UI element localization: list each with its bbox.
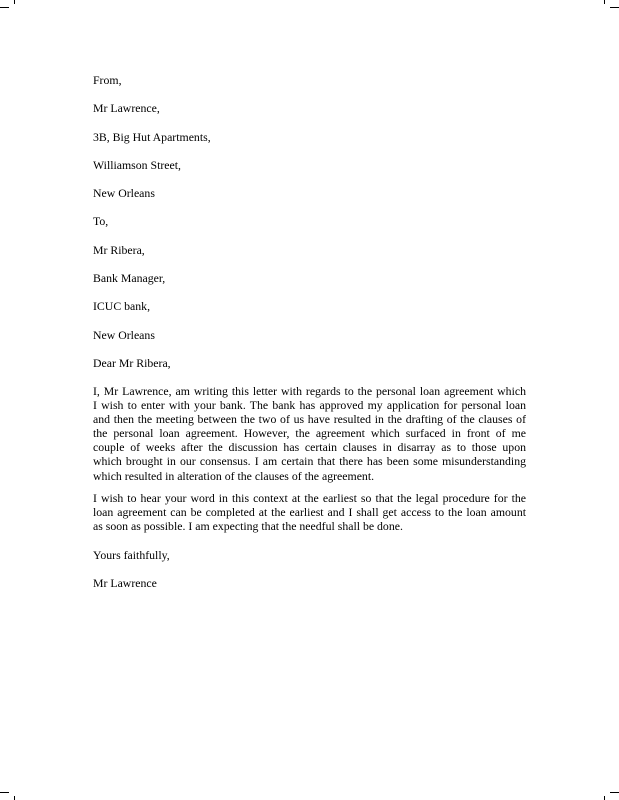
- body-paragraph-1-line: I wish to enter with your bank. The bank has approved my application for personal loan: [93, 398, 526, 413]
- body-paragraph-1: [93, 384, 526, 483]
- crop-mark-top-right-v: [604, 0, 605, 4]
- body-paragraph-2: [93, 491, 526, 533]
- body-paragraph-1-line: couple of weeks after the discussion has certain clauses in disarray as to those upon: [93, 440, 526, 455]
- body-paragraph-1-line: I, Mr Lawrence, am writing this letter with regards to the personal loan agreement which: [93, 384, 526, 398]
- body-paragraph-1-line: and then the meeting between the two of us have resulted in the drafting of the clauses of: [93, 412, 526, 427]
- crop-mark-top-right-h: [610, 7, 619, 8]
- sender-city: New Orleans: [93, 186, 155, 200]
- sender-address-line-2: Williamson Street,: [93, 158, 181, 172]
- body-paragraph-1-line: which resulted in alteration of the clauses of the agreement.: [93, 468, 375, 483]
- crop-mark-bottom-left-h: [0, 792, 9, 793]
- body-paragraph-1-line: the personal loan agreement. However, the agreement which surfaced in front of me: [93, 426, 526, 441]
- crop-mark-top-left-h: [0, 7, 9, 8]
- crop-mark-bottom-left-v: [14, 796, 15, 800]
- body-paragraph-2-line: I wish to hear your word in this context at the earliest so that the legal procedure for the: [93, 491, 526, 505]
- signature: Mr Lawrence: [93, 576, 157, 590]
- body-paragraph-2-line: loan agreement can be completed at the earliest and I shall get access to the loan amount: [93, 505, 526, 520]
- salutation: Dear Mr Ribera,: [93, 356, 171, 370]
- sender-address-line-1: 3B, Big Hut Apartments,: [93, 130, 211, 144]
- crop-mark-top-left-v: [14, 0, 15, 4]
- crop-mark-bottom-right-v: [604, 796, 605, 800]
- body-paragraph-2-line: as soon as possible. I am expecting that the needful shall be done.: [93, 519, 403, 534]
- closing: Yours faithfully,: [93, 548, 170, 562]
- recipient-title: Bank Manager,: [93, 271, 166, 285]
- recipient-city: New Orleans: [93, 328, 155, 342]
- crop-mark-bottom-right-h: [610, 792, 619, 793]
- sender-name: Mr Lawrence,: [93, 101, 160, 115]
- recipient-name: Mr Ribera,: [93, 243, 145, 257]
- from-label: From,: [93, 73, 122, 87]
- body-paragraph-1-line: which brought in our consensus. I am certain that there has been some misunderstanding: [93, 454, 526, 469]
- to-label: To,: [93, 214, 109, 228]
- recipient-bank: ICUC bank,: [93, 299, 151, 313]
